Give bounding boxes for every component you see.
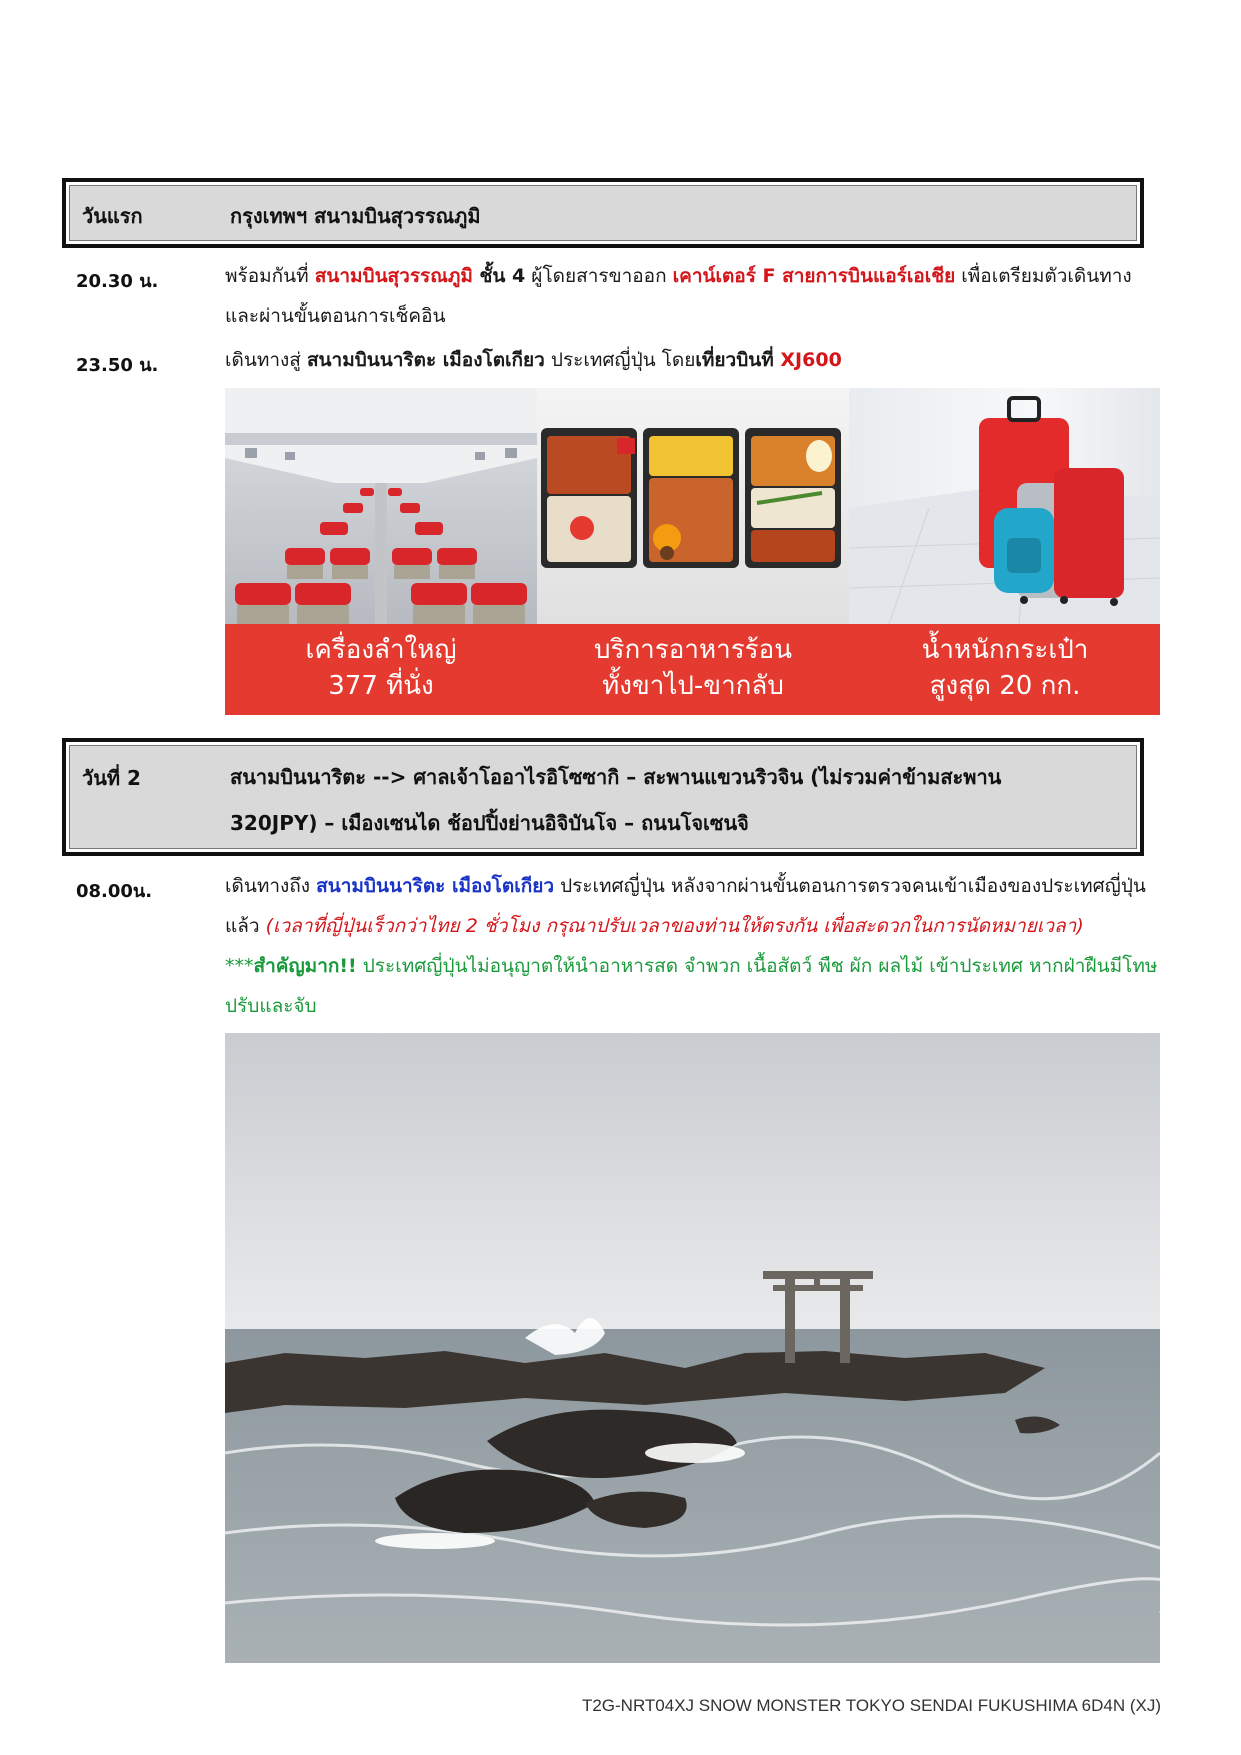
day2-label: วันที่ 2 [82, 766, 141, 790]
promo-caption-seats: เครื่องลำใหญ่ 377 ที่นั่ง [305, 635, 457, 701]
day1-time-1: 20.30 น. [76, 271, 159, 292]
day1-title: กรุงเทพฯ สนามบินสุวรรณภูมิ [230, 204, 481, 228]
day2-title: สนามบินนาริตะ --> ศาลเจ้าโออาไรอิโซซากิ – สะพานแขวนริวจิน (ไม่รวมค่าข้ามสะพาน 320JPY) – เมืองเซนได ช้อปปิ้งย่านอิจิบันโจ – ถนนโจเซนจิ [230, 765, 1002, 835]
airplane-cabin-image [225, 388, 537, 624]
day2-item-1: เดินทางถึง สนามบินนาริตะ เมืองโตเกียว ประเทศญี่ปุ่น หลังจากผ่านขั้นตอนการตรวจคนเข้าเมืองของประเทศญี่ปุ่นแล้ว (เวลาที่ญี่ปุ่นเร็วกว่าไทย 2 ชั่วโมง กรุณาปรับเวลาของท่านให้ตรงกัน เพื่อสะดวกในการนัดหมายเวลา) ***สำคัญมาก!! ประเทศญี่ปุ่นไม่อนุญาตให้นำอาหารสด จำพวก เนื้อสัตว์ พืช ผัก ผลไม้ เข้าประเทศ หากฝ่าฝืนมีโทษปรับและจับ [225, 875, 1158, 1017]
day2-time-1: 08.00น. [76, 881, 153, 902]
promo-caption-band [225, 624, 1160, 715]
footer-tour-code: T2G-NRT04XJ SNOW MONSTER TOKYO SENDAI FUKUSHIMA 6D4N (XJ) [581, 1696, 1161, 1715]
day1-header [62, 178, 1144, 248]
promo-caption-meals: บริการอาหารร้อน ทั้งขาไป-ขากลับ [593, 635, 793, 701]
luggage-image [849, 388, 1160, 624]
oarai-torii-photo [225, 1033, 1160, 1663]
day1-item-1: พร้อมกันที่ สนามบินสุวรรณภูมิ ชั้น 4 ผู้โดยสารขาออก เคาน์เตอร์ F สายการบินแอร์เอเชีย เพื่อเตรียมตัวเดินทาง และผ่านขั้นตอนการเช็คอิน [225, 265, 1132, 327]
day1-time-2: 23.50 น. [76, 355, 159, 376]
airline-meal-image [537, 388, 849, 624]
promo-caption-baggage: น้ำหนักกระเป๋า สูงสุด 20 กก. [921, 635, 1089, 701]
day1-item-2: เดินทางสู่ สนามบินนาริตะ เมืองโตเกียว ประเทศญี่ปุ่น โดยเที่ยวบินที่ XJ600 [225, 349, 842, 371]
airline-promo-banner [225, 388, 1160, 715]
day2-header [62, 738, 1144, 856]
day1-label: วันแรก [82, 204, 143, 228]
